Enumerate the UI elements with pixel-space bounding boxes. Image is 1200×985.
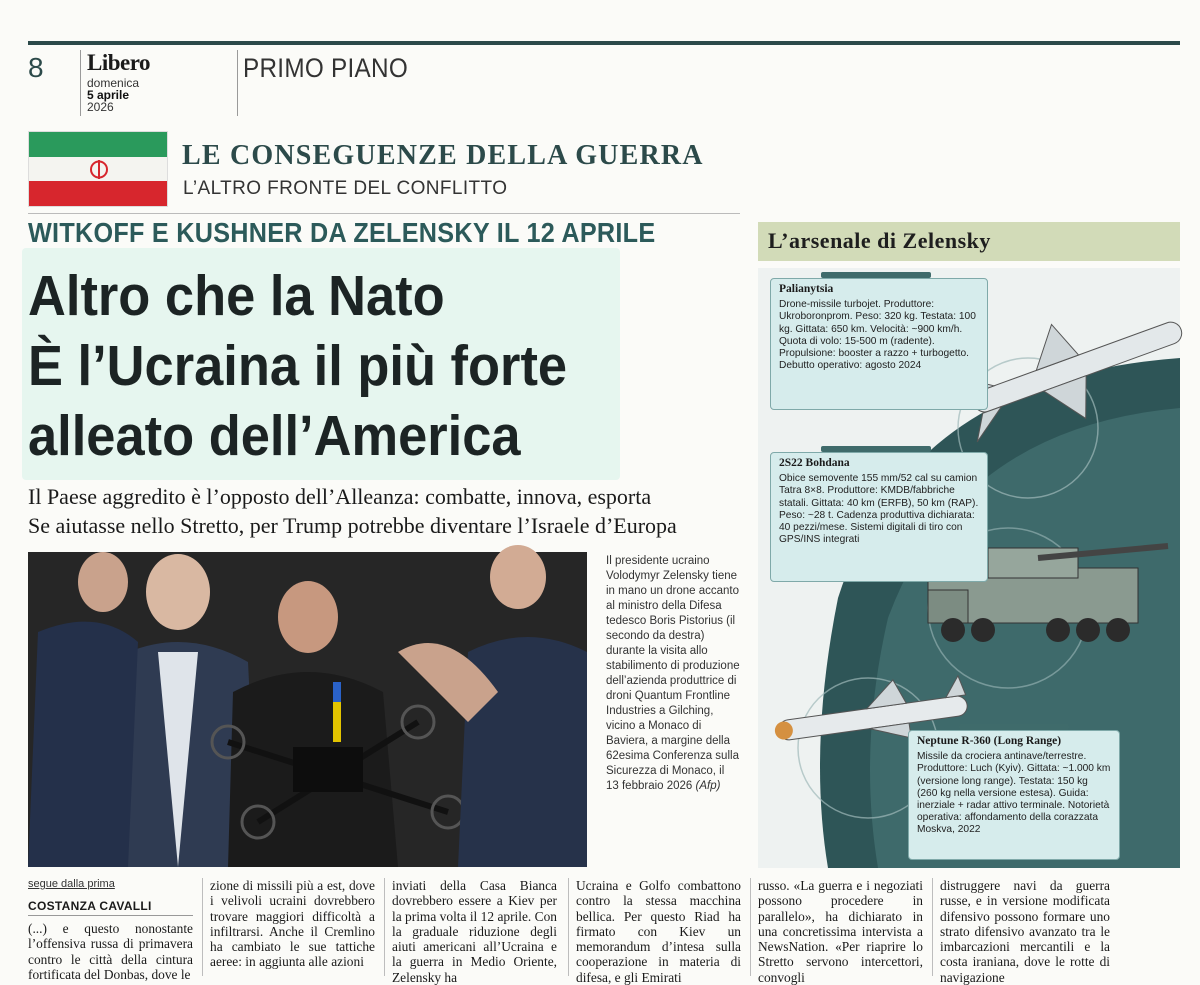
continued-from-front: segue dalla prima [28,878,115,890]
headline-line-2: È l’Ucraina il più forte [28,334,568,398]
date-day: domenica [87,76,140,90]
subheadline-line-2: Se aiutasse nello Stretto, per Trump potrebbe diventare l’Israele d’Europa [28,513,677,538]
caption-credit: (Afp) [695,780,721,792]
byline-divider [28,915,193,916]
banner-divider [28,213,740,214]
card-title: Neptune R-360 (Long Range) [917,735,1062,747]
top-rule [28,41,1180,45]
article-column-2: zione di missili più a est, dove i velivoli ucraini dovrebbero trovare maggiori difficoltà a infiltrarsi. Anche il Cremlino ha cambiato le sue tattiche aeree: in aggiunta alle azioni [210,878,375,970]
article-column-3: inviati della Casa Bianca dovrebbero essere a Kiev per la prima volta il 12 aprile. Con la graduale riduzione degli aiuti americani all’Ucraina e la guerra in Medio Oriente, Zelensky ha [392,878,557,985]
banner-subkicker: L’ALTRO FRONTE DEL CONFLITTO [183,178,508,199]
info-card-neptune [908,730,1120,860]
header-divider [80,50,81,116]
photo-caption [606,554,740,794]
author-byline: COSTANZA CAVALLI [28,899,152,913]
article-overline: WITKOFF E KUSHNER DA ZELENSKY IL 12 APRILE [28,217,656,248]
info-card-palianytsia [770,278,988,410]
infographic-panel [758,268,1180,868]
column-rule [932,878,933,976]
card-text: Missile da crociera antinave/terrestre. Produttore: Luch (Kyiv). Gittata: ~1.000 km (versione long range). Testata: 150 kg (260 kg nella versione estesa). Guida: inerziale + radar attivo terminale. Notorietà operativa: affondamento della corazzata Moskva, 2022 [917,751,1111,836]
column-rule [568,878,569,976]
subheadline-line-1: Il Paese aggredito è l’opposto dell’Alleanza: combatte, innova, esporta [28,484,652,509]
iran-flag-image [28,131,168,207]
header-divider [237,50,238,116]
card-text: Obice semovente 155 mm/52 cal su camion Tatra 8×8. Produttore: KMDB/fabbriche statali. Gittata: 40 km (ERFB), 50 km (RAP). Peso: ~28 t. Cadenza produttiva dichiarata: 40 pezzi/mese. Sistemi digitali di tiro con GPS/INS integrati [779,473,979,546]
caption-text: Il presidente ucraino Volodymyr Zelensky tiene in mano un drone accanto al ministro della Difesa tedesco Boris Pistorius (il secondo da destra) durante la visita allo stabilimento di produzione dell’azienda produttrice di droni Quantum Frontline Industries a Gilching, vicino a Monaco di Baviera, a margine della 62esima Conferenza sulla Sicurezza di Monaco, il 13 febbraio 2026 [606,555,740,792]
article-column-6: distruggere navi da guerra russe, e in versione modificata difensivo possono formare uno strato difensivo avanzato tra le imbarcazioni mercantili e la costa iraniana, dove le rotte di navigazione [940,878,1110,985]
column-rule [384,878,385,976]
zelensky-drone-photo [28,552,587,867]
date-number: 5 aprile [87,88,130,102]
headline-line-3: alleato dell’America [28,404,521,468]
card-text: Drone-missile turbojet. Produttore: Ukroboronprom. Peso: 320 kg. Testata: 100 kg. Gittata: 650 km. Velocità: ~900 km/h. Quota di volo: 15-500 m (radente). Propulsione: booster a razzo + turbogetto. Debutto operativo: agosto 2024 [779,299,976,372]
banner-kicker: LE CONSEGUENZE DELLA GUERRA [182,140,704,171]
masthead-logo: Libero [87,50,151,75]
article-column-5: russo. «La guerra e i negoziati possono procedere in parallelo», ha dichiarato in una concretissima intervista a NewsNation. «Per riaprire lo Stretto servono intercettori, convogli [758,878,923,985]
column-rule [202,878,203,976]
infographic-title: L’arsenale di Zelensky [758,222,1180,261]
card-title: 2S22 Bohdana [779,457,850,469]
page-number: 8 [28,52,44,83]
article-column-1: (...) e questo nonostante l’offensiva russa di primavera contro le città della cintura fortificata del Donbas, dove le [28,921,193,982]
headline-line-1: Altro che la Nato [28,264,445,328]
date-year: 2026 [87,100,114,114]
section-title: PRIMO PIANO [243,53,408,83]
info-card-bohdana [770,452,988,582]
column-rule [750,878,751,976]
card-title: Palianytsia [779,283,834,295]
article-column-4: Ucraina e Golfo combattono contro la stessa macchina bellica. Per questo Riad ha firmato con Kiev un memorandum d’intesa sulla cooperazione in materia di difesa, e gli Emirati [576,878,741,985]
